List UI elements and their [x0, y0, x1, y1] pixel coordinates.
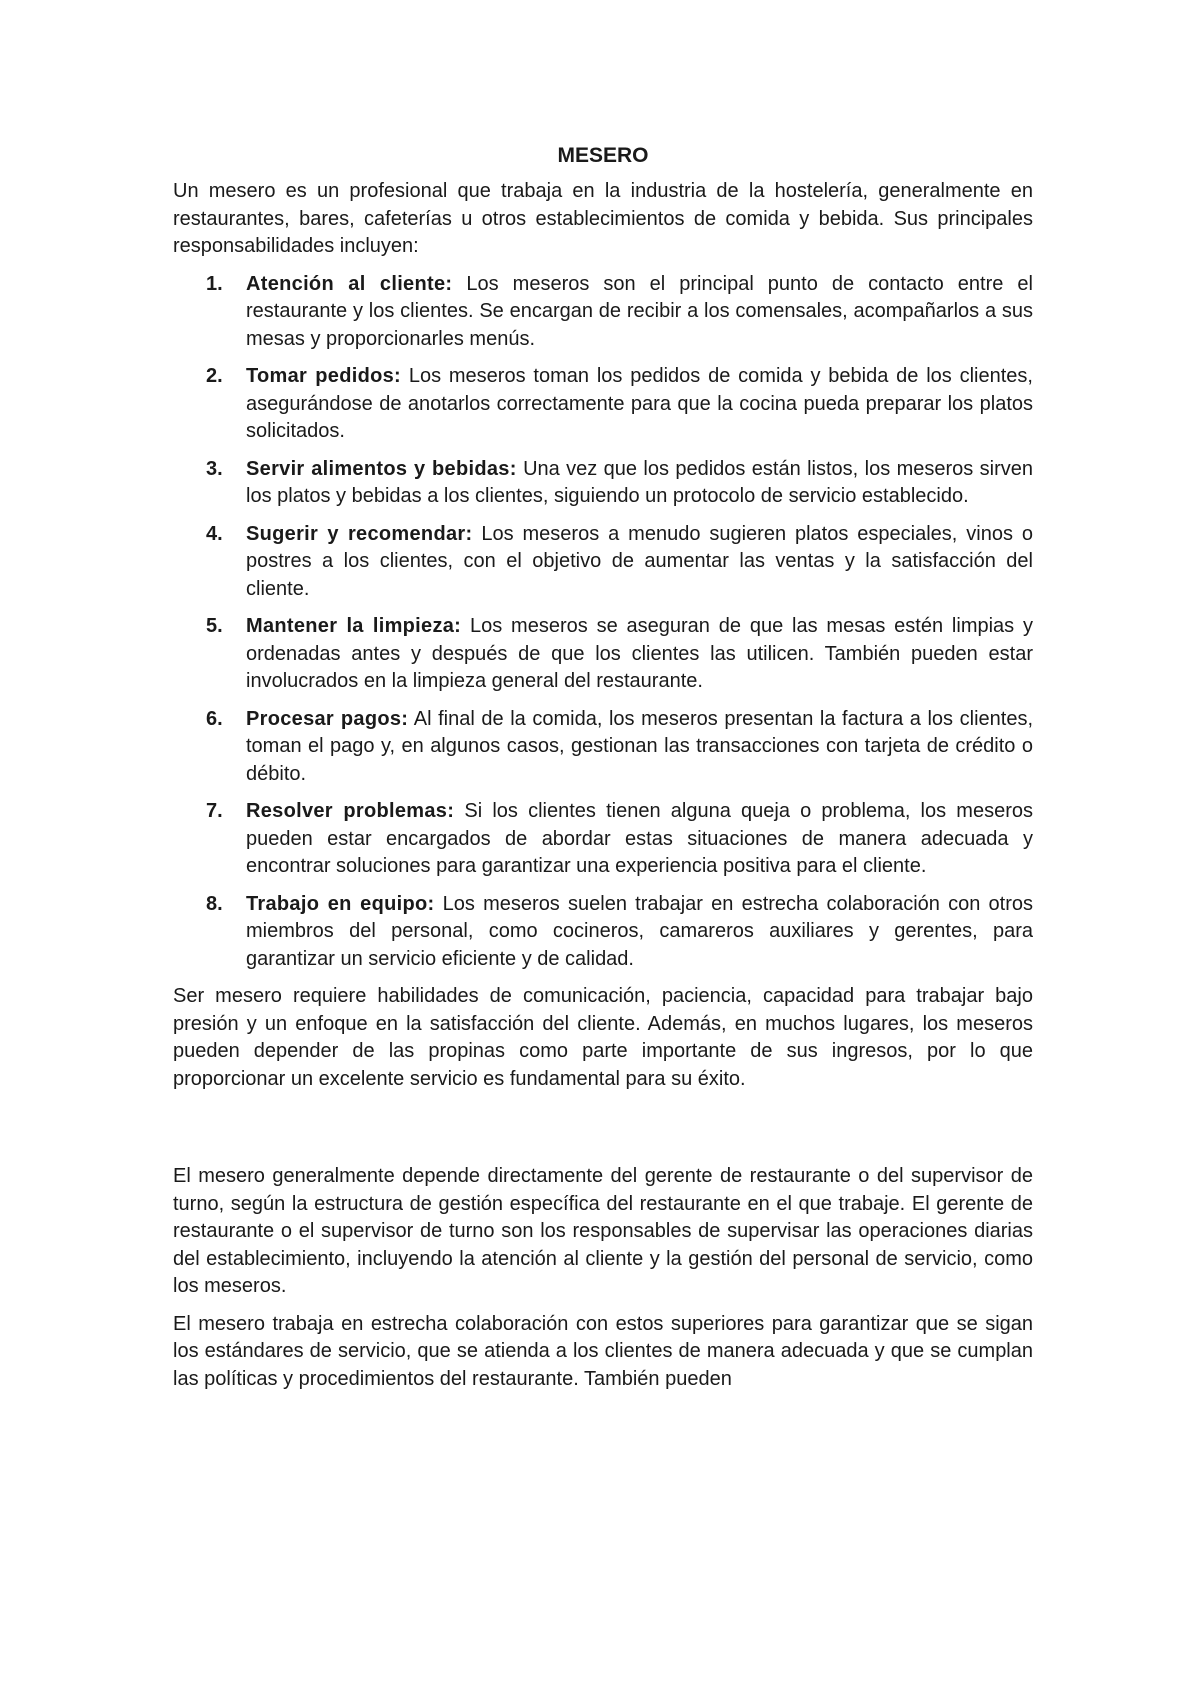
- list-item-number: 3.: [206, 457, 223, 480]
- collaboration-paragraph: El mesero trabaja en estrecha colaboración con estos superiores para garantizar que se sigan los estándares de servicio, que se atienda a los clientes de manera adecuada y que se cumplan las políticas y procedimientos del restaurante. También pueden: [173, 1312, 1033, 1390]
- list-item-number: 4.: [206, 522, 223, 545]
- list-item-text: Los meseros son el principal punto de contacto entre el restaurante y los clientes. Se encargan de recibir a los comensales, acompañarlos a sus mesas y proporcionarles menús.: [246, 272, 1033, 350]
- list-item-number: 6.: [206, 707, 223, 730]
- list-item-term: Servir alimentos y bebidas:: [246, 457, 517, 480]
- list-item-text: Si los clientes tienen alguna queja o problema, los meseros pueden estar encargados de abordar estas situaciones de manera adecuada y encontrar soluciones para garantizar una experiencia positiva para el cliente.: [246, 800, 1033, 877]
- list-item-text: Los meseros toman los pedidos de comida y bebida de los clientes, asegurándose de anotarlos correctamente para que la cocina pueda preparar los platos solicitados.: [246, 365, 1033, 442]
- list-item: [173, 363, 1033, 446]
- list-item-number: 7.: [206, 800, 223, 822]
- list-item-text: Una vez que los pedidos están listos, los meseros sirven los platos y bebidas a los clientes, siguiendo un protocolo de servicio establecido.: [246, 457, 1033, 507]
- list-item-text: Los meseros se aseguran de que las mesas estén limpias y ordenadas antes y después de que los clientes las utilicen. También pueden estar involucrados en la limpieza general del restaurante.: [246, 615, 1033, 692]
- list-item: [173, 271, 1033, 354]
- list-item-term: Resolver problemas:: [246, 800, 455, 822]
- list-item-text: Los meseros a menudo sugieren platos especiales, vinos o postres a los clientes, con el objetivo de aumentar las ventas y la satisfacción del cliente.: [246, 522, 1033, 600]
- list-item-term: Trabajo en equipo:: [246, 892, 435, 915]
- reporting-paragraph: El mesero generalmente depende directamente del gerente de restaurante o del supervisor de turno, según la estructura de gestión específica del restaurante en el que trabaje. El gerente de restaurante o el supervisor de turno son los responsables de supervisar las operaciones diarias del establecimiento, incluyendo la atención al cliente y la gestión del personal de servicio, como los meseros.: [173, 1165, 1033, 1297]
- paragraph-spacer: [173, 1103, 1033, 1163]
- list-item-number: 8.: [206, 892, 223, 915]
- list-item-term: Mantener la limpieza:: [246, 615, 462, 637]
- list-item: [173, 706, 1033, 789]
- list-item-term: Procesar pagos:: [246, 707, 409, 730]
- document-title: MESERO: [557, 144, 649, 167]
- list-item-text: Los meseros suelen trabajar en estrecha colaboración con otros miembros del personal, como cocineros, camareros auxiliares y gerentes, para garantizar un servicio eficiente y de calidad.: [246, 892, 1034, 970]
- list-item: [173, 521, 1033, 604]
- list-item-text: Al final de la comida, los meseros presentan la factura a los clientes, toman el pago y, en algunos casos, gestionan las transacciones con tarjeta de crédito o débito.: [246, 707, 1033, 785]
- list-item: [173, 613, 1033, 696]
- list-item-term: Atención al cliente:: [246, 272, 453, 295]
- list-item-number: 2.: [206, 365, 223, 387]
- list-item: [173, 456, 1033, 511]
- list-item-number: 5.: [206, 615, 223, 637]
- summary-paragraph: Ser mesero requiere habilidades de comunicación, paciencia, capacidad para trabajar bajo presión y un enfoque en la satisfacción del cliente. Además, en muchos lugares, los meseros pueden depender de las propinas como parte importante de sus ingresos, por lo que proporcionar un excelente servicio es fundamental para su éxito.: [173, 985, 1033, 1090]
- duties-list: [173, 271, 1033, 974]
- list-item-number: 1.: [206, 272, 223, 295]
- list-item-term: Sugerir y recomendar:: [246, 522, 473, 545]
- list-item: [173, 891, 1033, 974]
- list-item-term: Tomar pedidos:: [246, 365, 401, 387]
- list-item: [173, 798, 1033, 881]
- document-page: [173, 142, 1033, 1403]
- intro-paragraph: Un mesero es un profesional que trabaja en la industria de la hostelería, generalmente en restaurantes, bares, cafeterías u otros establecimientos de comida y bebida. Sus principales responsabilidades incluyen:: [173, 180, 1033, 257]
